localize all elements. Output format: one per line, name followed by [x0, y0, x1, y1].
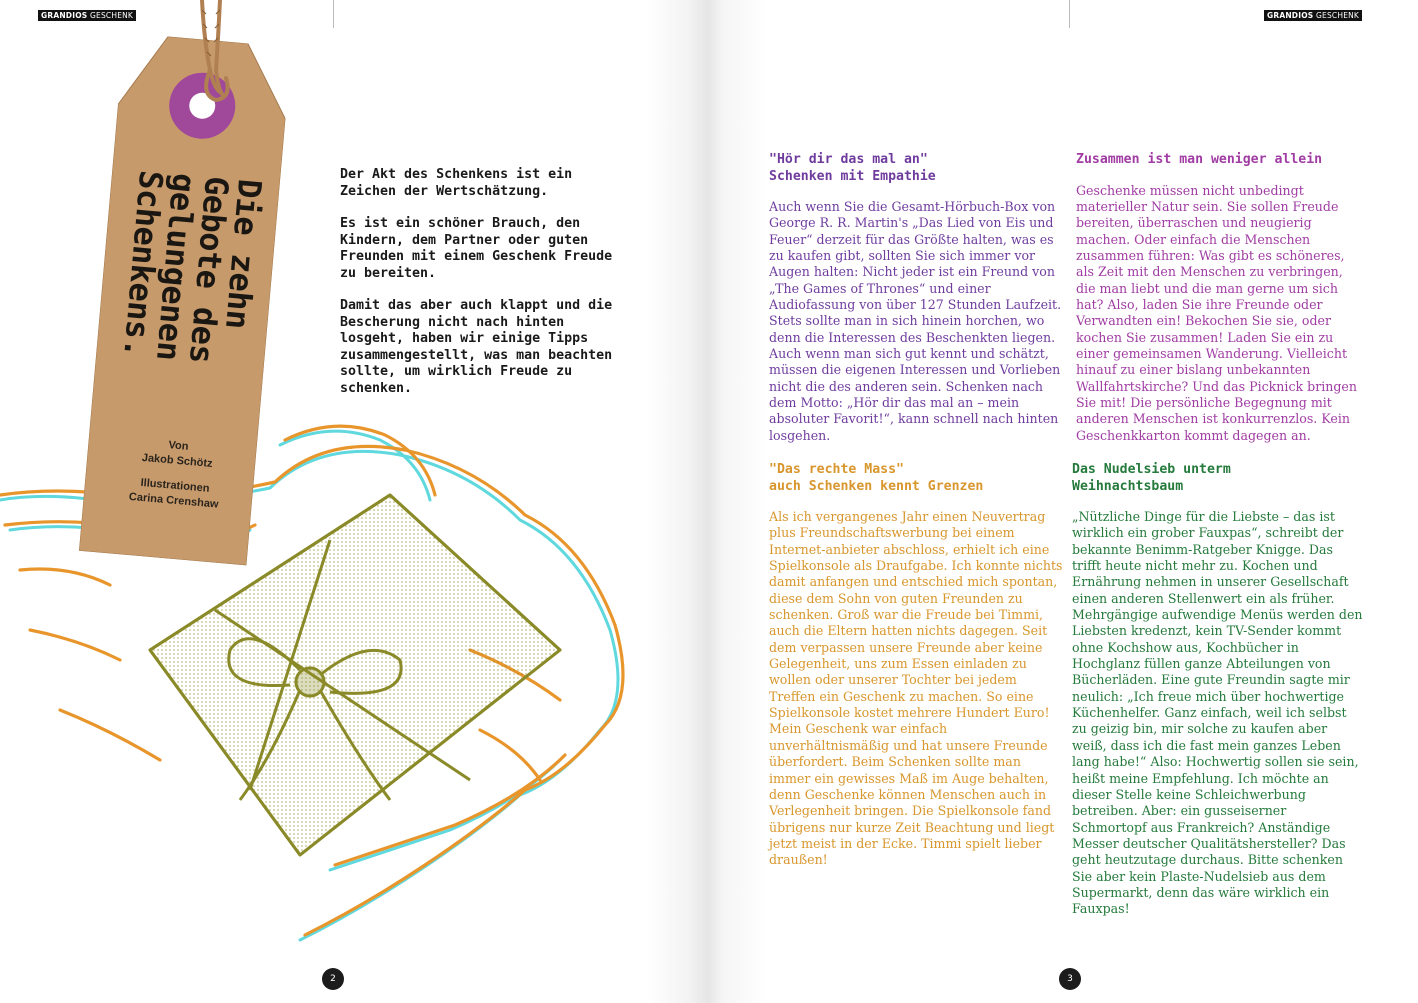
- author-name: Jakob Schötz: [141, 451, 214, 470]
- page-number-left: 2: [322, 968, 344, 990]
- brand-label: GRANDIOS GESCHENK: [38, 10, 136, 21]
- intro-text: [340, 167, 630, 413]
- section-heading: Zusammen ist man weniger allein: [1076, 152, 1323, 167]
- intro-paragraph: Der Akt des Schenkens ist ein Zeichen der Wertschätzung.: [340, 167, 573, 199]
- illustrations-label: Illustrationen: [140, 476, 210, 495]
- twine-knot-icon: [180, 0, 260, 110]
- intro-paragraph: Damit das aber auch klappt und die Bescherung nicht nach hinten losgeht, haben wir einige Tipps zusammengestellt, was man beachten sollte, um wirklich Freude zu schenken.: [340, 298, 613, 396]
- section-empathie: [769, 152, 1065, 444]
- right-page: [709, 0, 1418, 1003]
- section-body: Als ich vergangenes Jahr einen Neuvertrag plus Freundschaftswerbung bei einem Internet-anbieter abschloss, erhielt ich eine Spielkonsole als Draufgabe. Ich konnte nichts damit anfangen und entschied mich spontan, diese dem Sohn von guten Freunden zu schenken. Groß war die Freude bei Timmi, auch die Eltern hatten nichts dagegen. Seit dem verpassen unsere Freunde aber keine Gelegenheit, uns zum Essen einladen zu wollen oder unserer Tochter bei jedem Treffen ein Geschenk zu machen. So eine Spielkonsole kostet mehrere Hundert Euro! Mein Geschenk war einfach unverhältnismäßig und hat unsere Freunde überfordert. Beim Schenken sollte man immer ein gewisses Maß im Auge behalten, denn Geschenke können Menschen auch in Verlegenheit bringen. Die Spielkonsole fand übrigens nur kurze Zeit Beachtung und liegt jetzt meist in der Ecke. Timmi spielt lieber draußen!: [769, 509, 1063, 868]
- credits: [103, 433, 249, 515]
- section-heading: "Hör dir das mal an" Schenken mit Empathie: [769, 152, 936, 184]
- header-divider: [333, 0, 334, 28]
- page-number-right: 3: [1059, 968, 1081, 990]
- section-body: „Nützliche Dinge für die Liebste – das ist wirklich ein grober Fauxpas“, schreibt der bekannte Benimm-Ratgeber Knigge. Das trifft heute nicht mehr zu. Kochen und Ernährung nehmen in unserer Gesellschaft einen anderen Stellenwert ein als früher. Mehrgängige aufwendige Menüs werden den Liebsten kredenzt, kein TV-Sender kommt ohne Kochshow aus, Kochbücher in Hochglanz füllen ganze Abteilungen von Bücherläden. Eine gute Freundin sagte mir neulich: „Ich freue mich über hochwertige Küchenhelfer. Ganz einfach, weil ich selbst zu geizig bin, mir solche zu kaufen aber weiß, dass ich die fast mein ganzes Leben lang habe!“ Also: Hochwertig sollen sie sein, heißt meine Empfehlung. Ich möchte an dieser Stelle keine Schleichwerbung betreiben. Aber: ein gusseiserner Schmortopf aus Frankreich? Anständige Messer deutscher Qualitätshersteller? Das geht heutzutage durchaus. Bitte schenken Sie aber kein Plaste-Nudelsieb aus dem Supermarkt, denn das wäre wirklich ein Fauxpas!: [1072, 509, 1363, 917]
- section-body: Geschenke müssen nicht unbedingt materieller Natur sein. Sie sollen Freude bereiten, überraschen und neugierig machen. Oder einfach die Menschen zusammen führen: Was gibt es schöneres, als Zeit mit den Menschen zu verbringen, die man liebt und die man gerne um sich hat? Also, laden Sie ihre Freunde oder Verwandten ein! Bekochen Sie sie, oder kochen Sie zusammen! Laden Sie ein zu einer gemeinsamen Wanderung. Vielleicht hinauf zu einer bislang unbekannten Wallfahrtskirche? Und das Picknick bringen Sie mit! Die persönliche Begegnung mit anderen Menschen ist konkurrenzlos. Kein Geschenkkarton kommt dagegen an.: [1076, 182, 1357, 443]
- spine-shadow: [648, 0, 768, 1003]
- section-rechte-mass: [769, 462, 1065, 869]
- header-divider: [1069, 0, 1070, 28]
- section-heading: Das Nudelsieb unterm Weihnachtsbaum: [1072, 462, 1231, 494]
- brand-label: GRANDIOS GESCHENK: [1264, 10, 1362, 21]
- section-nudelsieb: [1072, 462, 1364, 918]
- tag-title-box: [97, 163, 281, 456]
- intro-paragraph: Es ist ein schöner Brauch, den Kindern, dem Partner oder guten Freunden mit einem Geschenk Freude zu bereiten.: [340, 216, 613, 281]
- illustrator-name: Carina Crenshaw: [128, 490, 220, 511]
- article-title: Die zehn Gebote des gelungenen Schenkens.: [116, 168, 269, 365]
- section-body: Auch wenn Sie die Gesamt-Hörbuch-Box von George R. R. Martin's „Das Lied von Eis und Feuer“ derzeit für das Größte halten, was es zu kaufen gibt, sollten Sie sich immer vor Augen halten: Nicht jeder ist ein Freund von „The Games of Thrones“ und einer Audiofassung von über 127 Stunden Laufzeit. Stets sollte man in sich hinein horchen, wo denn die Interessen des Beschenkten liegen. Auch wenn man sich gut kennt und schätzt, müssen die eigenen Interessen und Vorlieben nicht die des anderen sein. Schenken nach dem Motto: „Hör dir das mal an – mein absoluter Favorit!“, kann schnell nach hinten losgehen.: [769, 199, 1062, 443]
- section-zusammen: [1076, 152, 1366, 444]
- byline-label: Von: [168, 439, 189, 453]
- section-heading: "Das rechte Mass" auch Schenken kennt Grenzen: [769, 462, 984, 494]
